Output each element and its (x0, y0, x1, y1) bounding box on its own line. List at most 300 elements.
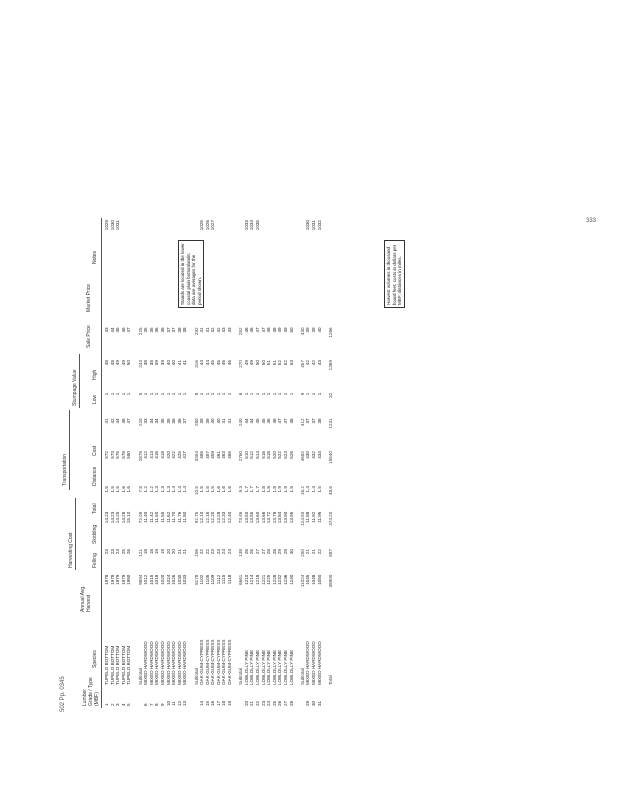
table-cell: 20 (165, 549, 171, 555)
header-low: Low (92, 394, 98, 404)
table-cell: 23 (215, 549, 221, 555)
table-cell: 31 (316, 700, 322, 706)
table-cell: 1 (126, 392, 132, 396)
table-cell: MIXED HARDWOOD (316, 641, 322, 685)
table-cell: 1.6 (126, 486, 132, 493)
table-cell: 22 (204, 549, 210, 555)
table-cell: 51 (271, 360, 277, 366)
table-cell: 42 (215, 327, 221, 333)
table-cell: 24 (115, 549, 121, 555)
table-cell: 1.7 (243, 486, 249, 493)
table-cell: 1.5 (109, 486, 115, 493)
table-cell: 524 (283, 451, 288, 459)
table-cell: MIXED HARDWOOD (305, 641, 311, 685)
table-cell: 48 (271, 327, 277, 333)
table-cell: 1.8 (271, 486, 277, 493)
table-cell: 1 (176, 392, 182, 396)
table-cell: 40 (210, 418, 216, 424)
table-cell: 1.4 (305, 486, 311, 493)
table-cell (328, 251, 334, 326)
table-cell: 39 (159, 360, 165, 366)
table-cell: 1236 (283, 574, 288, 585)
table-cell: 46 (249, 327, 255, 333)
table-cell: 1105 (204, 574, 210, 585)
table-cell: 41 (182, 360, 188, 366)
table-cell (328, 218, 334, 251)
table-cell: 250 (299, 549, 305, 557)
table-cell: 42 (109, 418, 115, 424)
table-cell: 42 (305, 360, 311, 366)
table-cell: 34 (148, 418, 154, 424)
table-cell: 11.70 (171, 511, 177, 523)
table-cell: 49 (249, 360, 255, 366)
table-cell: Subtotal (238, 668, 244, 685)
table-cell: 45 (255, 418, 261, 424)
table-cell: 39 (305, 327, 311, 333)
table-cell: MIXED HARDWOOD (310, 641, 316, 685)
table-cell: 1.9 (288, 486, 294, 493)
table-cell: 412 (143, 451, 149, 459)
table-cell: 1030 (109, 220, 115, 231)
table-cell: 12.10 (199, 511, 205, 524)
table-cell: 240 (238, 418, 244, 427)
table-cell: 572 (104, 451, 109, 459)
table-cell: 1034 (249, 220, 255, 231)
table-cell: 11024 (299, 574, 305, 588)
table-cell: 1.5 (210, 486, 216, 493)
table-cell: 225 (137, 327, 143, 336)
table-cell: 30 (310, 700, 316, 706)
table-cell: 1.7 (255, 486, 261, 493)
table-cell: 36 (154, 327, 160, 333)
table-cell: 14 (199, 700, 205, 706)
table-cell: 1 (305, 392, 311, 396)
table-cell: 3354 (193, 451, 199, 462)
table-cell: 12.28 (215, 511, 221, 524)
table-cell: 40 (171, 360, 177, 366)
table-cell: 1979 (120, 574, 126, 585)
table-cell: 1980 (126, 574, 132, 585)
table-cell: 13.90 (283, 511, 288, 524)
table-cell: 36 (176, 418, 182, 424)
table-cell: 45 (115, 327, 121, 333)
header-felling: Felling (92, 553, 98, 568)
table-cell: 20 (171, 549, 177, 555)
table-row (328, 218, 334, 708)
table-cell: 8178 (193, 574, 199, 585)
table-cell: 24 (266, 700, 272, 706)
table-cell: OAK-GUM-CYPRESS (204, 639, 210, 685)
table-cell: TUPELO BOTTOM (104, 645, 109, 685)
table-cell: 39 (199, 418, 205, 424)
header-grade: Lumber Grade / Type (MBF) (82, 677, 100, 706)
table-cell: 35 (165, 418, 171, 424)
table-cell: 1 (165, 392, 171, 396)
table-cell: 13.78 (271, 511, 277, 524)
table-cell: 1030 (176, 574, 182, 585)
table-cell: 1 (316, 392, 322, 396)
table-cell: 316 (193, 360, 199, 368)
table-cell: 23 (210, 549, 216, 555)
table-cell: 6 (143, 703, 149, 706)
table-cell: 37 (182, 418, 188, 424)
table-cell: 1035 (255, 220, 261, 231)
table-cell: 29 (283, 549, 288, 555)
table-cell: 13.72 (266, 511, 272, 524)
table-cell: 432 (310, 451, 316, 459)
table-cell: LOBLOLLY PINE (260, 649, 266, 685)
table-cell: MIXED HARDWOOD (154, 641, 160, 685)
header-bottom-rule (101, 218, 102, 708)
table-cell: 37 (305, 418, 311, 424)
table-cell: 48 (288, 418, 294, 424)
table-cell: 1.6 (227, 486, 233, 493)
rotated-table-region (58, 218, 588, 708)
table-cell: 425 (176, 451, 182, 459)
table-cell: 47 (126, 418, 132, 424)
table-cell: 1 (109, 392, 115, 396)
table-cell: 1.9 (277, 486, 283, 493)
table-cell: LOBLOLLY PINE (266, 649, 272, 685)
table-cell: Subtotal (299, 668, 305, 685)
table-cell: 40 (215, 418, 221, 424)
table-cell: 39 (154, 360, 160, 366)
table-cell: 422 (171, 451, 177, 459)
table-cell: 2878 (137, 451, 143, 462)
table-cell: 46 (243, 327, 249, 333)
table-cell: OAK-GUM-CYPRESS (221, 639, 227, 685)
table-cell: 14.23 (104, 511, 109, 524)
table-cell: 1029 (104, 220, 109, 231)
table-cell: 124.50 (299, 511, 305, 526)
table-cell: LOBLOLLY PINE (277, 649, 283, 685)
header-rule-stumpage (79, 354, 80, 408)
table-cell: 1018 (154, 574, 160, 585)
table-cell: 1112 (215, 574, 221, 585)
table-cell: 1012 (143, 574, 149, 585)
table-cell: LOBLOLLY PINE (271, 649, 277, 685)
table-cell: 1978 (104, 574, 109, 585)
header-annual-harvest: Annual Avg. Harvest (80, 585, 92, 612)
table-cell: 6 (238, 392, 244, 396)
table-cell: MIXED HARDWOOD (143, 641, 149, 685)
table-cell: 1.3 (165, 486, 171, 493)
table-cell: 1 (199, 392, 205, 396)
table-cell: OAK-GUM-CYPRESS (199, 639, 205, 685)
table-cell: 50 (126, 360, 132, 366)
table-cell: 11.76 (176, 511, 182, 523)
table-cell: 23 (109, 549, 115, 555)
table-cell: LOBLOLLY PINE (243, 649, 249, 685)
table-cell: 29 (277, 549, 283, 555)
table-cell: 38900 (327, 574, 333, 588)
table-cell: 4 (120, 703, 126, 706)
table-cell: 12 (176, 700, 182, 706)
table-cell: 44 (249, 418, 255, 424)
table-cell: 1 (266, 392, 272, 396)
table-cell: 12.20 (210, 511, 216, 524)
table-cell: 1045 (305, 574, 311, 585)
table-cell: 414 (148, 451, 154, 459)
table-cell: 418 (159, 451, 165, 459)
table-cell: 11 (171, 701, 177, 706)
table-cell: 220 (137, 418, 143, 427)
table-cell: 11.88 (305, 511, 311, 523)
header-distance: Distance (92, 466, 98, 486)
table-cell: 578 (120, 451, 126, 459)
table-cell: MIXED HARDWOOD (165, 641, 171, 685)
table-cell: 1 (171, 392, 177, 396)
table-cell: 16.2 (299, 486, 305, 495)
table-cell: 1032 (316, 220, 322, 231)
table-cell: 1.3 (154, 486, 160, 493)
table-cell: 43 (221, 327, 227, 333)
table-cell: 19 (227, 700, 233, 706)
note-box-2: Harvest volumes in thousand board feet; costs in dollars per MBF; distances in miles. (384, 240, 405, 308)
table-cell: 14.23 (109, 511, 115, 524)
table-cell: 53 (288, 360, 294, 366)
table-cell: 518 (266, 451, 272, 459)
header-cost: Cost (92, 445, 98, 456)
table-cell: 520 (271, 451, 277, 459)
table-cell: 1 (243, 392, 249, 396)
table-cell: 38 (316, 418, 322, 424)
table-cell: 8 (193, 392, 199, 396)
table-cell: 21 (310, 549, 316, 555)
table-cell: 44 (204, 360, 210, 366)
table-cell: 10.5 (193, 486, 199, 495)
table-cell: 3 (115, 703, 121, 706)
table-cell: 39 (204, 418, 210, 424)
table-cell: 1.8 (260, 486, 266, 493)
table-cell: 1031 (310, 220, 316, 231)
table-cell (328, 687, 334, 708)
table-cell: 1115 (221, 574, 227, 585)
table-cell: 28 (271, 549, 277, 555)
table-cell: 52 (283, 360, 288, 366)
table-cell: 461 (215, 451, 221, 459)
table-cell: 1027 (210, 220, 216, 231)
table-cell: 46 (120, 418, 126, 424)
table-cell: 45 (210, 360, 216, 366)
table-cell: 42 (210, 327, 216, 333)
table-cell: 27 (260, 549, 266, 555)
table-cell: MIXED HARDWOOD (176, 641, 182, 685)
table-cell: 427 (182, 451, 188, 459)
table-cell: 2 (109, 703, 115, 706)
table-cell: 430 (299, 327, 305, 336)
table-cell: 49 (120, 360, 126, 366)
table-cell: 1 (221, 392, 227, 396)
table-cell: 1.5 (204, 486, 210, 493)
table-cell: LOBLOLLY PINE (283, 649, 288, 685)
table-cell: 51 (266, 360, 272, 366)
table-cell: 22 (316, 549, 322, 555)
table-cell: 6661 (238, 574, 244, 585)
table-cell: 420 (165, 451, 171, 459)
table-cell: 48 (104, 360, 109, 366)
table-cell: 46 (221, 360, 227, 366)
table-cell: 1240 (288, 574, 294, 585)
data-table (104, 218, 333, 708)
table-cell: 522 (277, 451, 283, 459)
table-cell: 9 (299, 392, 305, 396)
table-cell: OAK-GUM-CYPRESS (210, 639, 216, 685)
table-cell: 47 (255, 327, 261, 333)
table-cell: 7 (148, 703, 154, 706)
table-cell: 1978 (109, 574, 115, 585)
table-cell: 9894 (137, 574, 143, 585)
table-cell: 434 (316, 451, 322, 459)
table-cell: 30 (288, 549, 294, 555)
table-cell: 20 (243, 700, 249, 706)
header-total: Total (92, 503, 98, 514)
table-cell: 39 (310, 327, 316, 333)
header-species: Species (92, 650, 98, 668)
table-cell: 48.6 (327, 486, 333, 495)
table-cell: 1 (104, 703, 109, 706)
table-cell: 18 (148, 549, 154, 555)
table-cell: 49 (243, 360, 249, 366)
table-cell: 38 (176, 327, 182, 333)
table-cell: 1109 (210, 574, 216, 585)
table-cell: 19 (154, 549, 160, 555)
table-cell: 44 (109, 327, 115, 333)
table-cell: 1 (227, 392, 233, 396)
table-cell: 13.84 (277, 511, 283, 524)
table-cell: TUPELO BOTTOM (126, 645, 132, 685)
table-cell: LOBLOLLY PINE (249, 649, 255, 685)
table-cell: 416 (154, 451, 160, 459)
table-cell: 18 (221, 700, 227, 706)
table-cell: 19 (159, 549, 165, 555)
table-cell: 2760 (238, 451, 244, 462)
table-cell: 12.15 (204, 511, 210, 524)
table-cell: 24 (221, 549, 227, 555)
table-cell: 457 (299, 360, 305, 368)
table-cell: 1 (115, 392, 121, 396)
table-cell: 12.40 (227, 511, 233, 524)
table-cell: 1 (182, 392, 188, 396)
table-cell: 430 (305, 451, 311, 459)
table-cell: 1.7 (249, 486, 255, 493)
table-cell: 21 (176, 549, 182, 555)
table-cell: 44 (115, 418, 121, 424)
header-rule-harvest (75, 498, 76, 570)
table-cell: TUPELO BOTTOM (115, 645, 121, 685)
table-cell: 9 (159, 703, 165, 706)
table-cell: 52 (277, 360, 283, 366)
table-cell: 21 (305, 549, 311, 555)
table-cell: 1025 (199, 220, 205, 231)
table-cell: 23 (260, 700, 266, 706)
table-cell: 40 (316, 327, 322, 333)
table-cell: 510 (243, 451, 249, 459)
table-cell: 1031 (115, 220, 121, 231)
table-cell: 13.50 (243, 511, 249, 524)
table-cell: 15 (204, 700, 210, 706)
table-cell: 7.8 (137, 486, 143, 493)
header-group-transport: Transportation (62, 453, 68, 486)
table-cell: MIXED HARDWOOD (182, 641, 188, 685)
page-number: 333 (585, 218, 596, 224)
table-cell: MIXED HARDWOOD (148, 641, 154, 685)
table-cell: 1369 (327, 360, 333, 371)
table-cell: 1266 (327, 327, 333, 338)
table-cell: Total (327, 675, 333, 685)
table-cell: 13.66 (260, 511, 266, 524)
table-cell: 11.55 (159, 511, 165, 523)
table-cell: 18 (143, 549, 149, 555)
table-cell: 11.62 (165, 511, 171, 523)
table-cell: 1979 (115, 574, 121, 585)
table-cell: 46 (266, 418, 272, 424)
table-cell: 48 (109, 360, 115, 366)
table-cell: 50 (288, 327, 294, 333)
table-cell: 40 (165, 360, 171, 366)
table-cell: 459 (210, 451, 216, 459)
header-high: High (92, 369, 98, 380)
table-cell: 1.6 (215, 486, 221, 493)
table-cell: 1 (159, 392, 165, 396)
table-cell: 35 (159, 418, 165, 424)
table-cell: 43 (316, 360, 322, 366)
table-cell: LOBLOLLY PINE (288, 649, 294, 685)
table-cell: 1.4 (310, 486, 316, 493)
table-cell: 1228 (271, 574, 277, 585)
table-cell: 1.3 (159, 486, 165, 493)
table-cell: 27 (255, 549, 261, 555)
table-cell: 580 (126, 451, 132, 459)
table-cell: 1024 (165, 574, 171, 585)
table-cell: 41 (227, 418, 233, 424)
table-cell: 38 (143, 360, 149, 366)
table-cell: 457 (204, 451, 210, 459)
table-cell: 1.2 (148, 486, 154, 493)
table-cell: 1225 (266, 574, 272, 585)
table-cell: 17 (215, 700, 221, 706)
table-cell: 5 (137, 392, 143, 396)
table-cell: 14.25 (115, 511, 121, 524)
table-cell: 49 (277, 327, 283, 333)
table-cell: 1 (260, 392, 266, 396)
table-cell: 1.4 (176, 486, 182, 493)
table-cell: 14.28 (120, 511, 126, 524)
table-cell: 121 (137, 549, 143, 557)
table-cell: 25 (120, 549, 126, 555)
table-cell: 1218 (255, 574, 261, 585)
table-cell: 73.46 (238, 511, 244, 524)
table-cell: 1.9 (283, 486, 288, 493)
table-cell: 270 (238, 360, 244, 368)
table-cell: 1 (210, 392, 216, 396)
table-cell: 34 (154, 418, 160, 424)
table-cell: 1 (310, 392, 316, 396)
table-cell: 1214 (249, 574, 255, 585)
table-cell: 1210 (243, 574, 249, 585)
table-cell: 41 (199, 327, 205, 333)
table-cell: 49 (283, 327, 288, 333)
table-cell: 35 (148, 327, 154, 333)
table-cell: 1 (215, 392, 221, 396)
table-cell: 43 (104, 327, 109, 333)
table-cell: 526 (288, 451, 294, 459)
table-cell: 47 (283, 418, 288, 424)
table-cell: 1 (271, 392, 277, 396)
table-cell: OAK-GUM-CYPRESS (227, 639, 233, 685)
note-box-1: Stands are located in the lower coastal plain bottomlands; data are averages for the period shown. (178, 240, 204, 308)
table-cell: 15.10 (126, 511, 132, 524)
